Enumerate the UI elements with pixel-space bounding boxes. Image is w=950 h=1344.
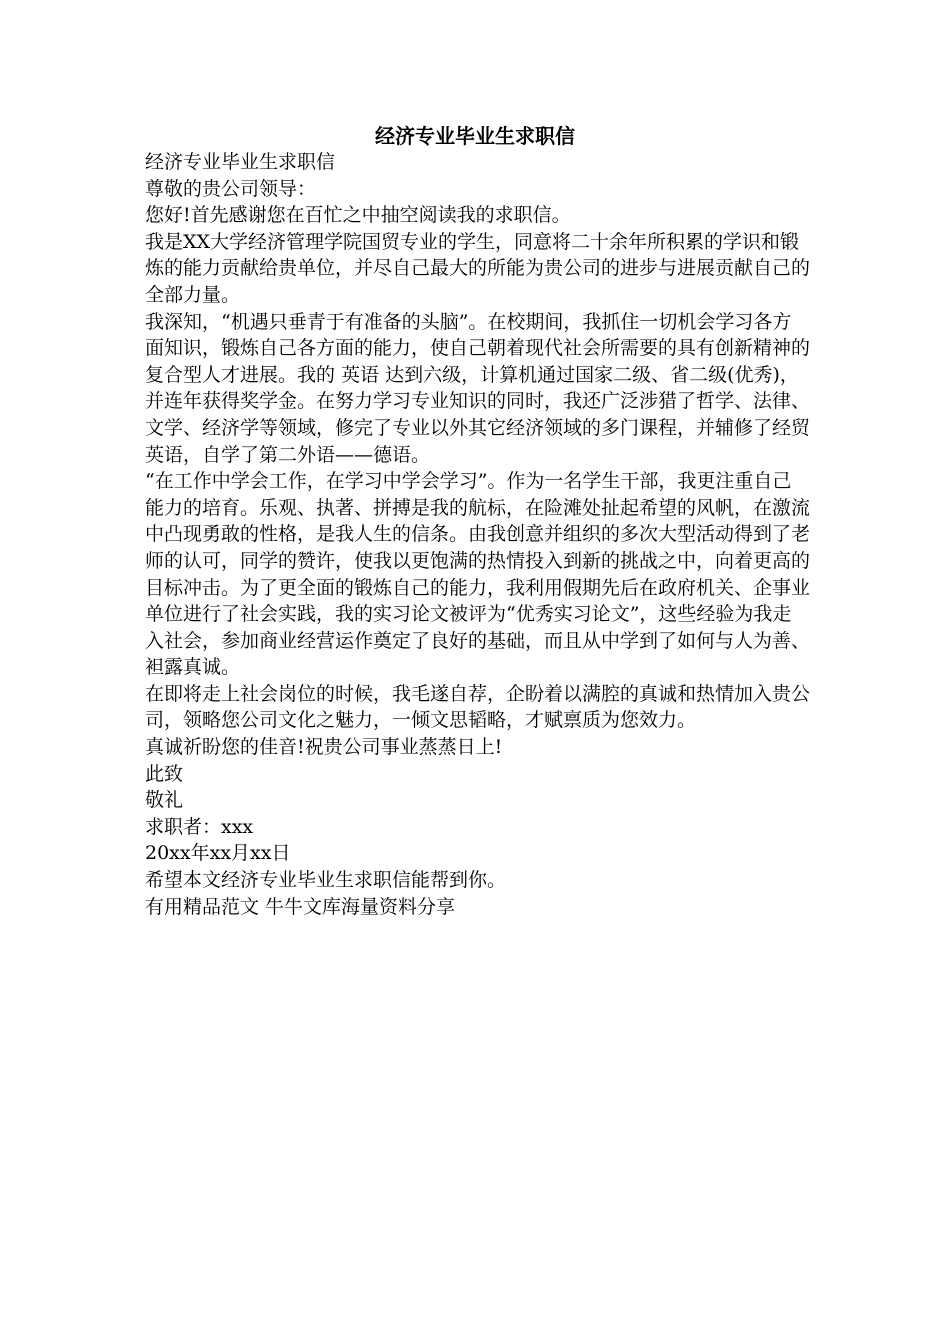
paragraph-greeting: 您好!首先感谢您在百忙之中抽空阅读我的求职信。 — [145, 204, 571, 227]
paragraph-salutation: 尊敬的贵公司领导： — [145, 177, 317, 200]
paragraph-footer-note: 希望本文经济专业毕业生求职信能帮到你。 — [145, 869, 507, 892]
paragraph-intro: 我是XX大学经济管理学院国贸专业的学生，同意将二十余年所积累的学识和锻炼的能力贡献给贵单位，并尽自己最大的所能为贵公司的进步与进展贡献自己的全部力量。 — [145, 230, 811, 306]
paragraph-jingli: 敬礼 — [145, 789, 184, 812]
paragraph-signature: 求职者：xxx — [145, 815, 254, 838]
paragraph-date: 20xx年xx月xx日 — [145, 842, 291, 865]
paragraph-cizhi: 此致 — [145, 762, 184, 785]
document-body — [145, 149, 810, 920]
paragraph-education: 我深知，“机遇只垂青于有准备的头脑”。在校期间，我抓住一切机会学习各方面知识，锻炼自己各方面的能力，使自己朝着现代社会所需要的具有创新精神的复合型人才进展。我的 英语 达到六级，计算机通过国家二级、省二级(优秀)，并连年获得奖学金。在努力学习专业知识的同时，我还广泛涉猎了哲学、法律、文学、经济学等领域，修完了专业以外其它经济领域的多门课程，并辅修了经贸英语，自学了第二外语——德语。 — [145, 310, 811, 466]
paragraph-heading: 经济专业毕业生求职信 — [145, 151, 336, 173]
document-title: 经济专业毕业生求职信 — [375, 124, 575, 148]
paragraph-closing-wish: 真诚祈盼您的佳音!祝贵公司事业蒸蒸日上! — [145, 736, 503, 759]
paragraph-footer-source: 有用精品范文 牛牛文库海量资料分享 — [145, 895, 456, 918]
paragraph-application: 在即将走上社会岗位的时候，我毛遂自荐，企盼着以满腔的真诚和热情加入贵公司，领略您公司文化之魅力，一倾文思韬略，才赋禀质为您效力。 — [145, 682, 811, 732]
paragraph-experience: “在工作中学会工作，在学习中学会学习”。作为一名学生干部，我更注重自己能力的培育。乐观、执著、拼搏是我的航标，在险滩处扯起希望的风帆，在激流中凸现勇敢的性格，是我人生的信条。由我创意并组织的多次大型活动得到了老师的认可，同学的赞许，使我以更饱满的热情投入到新的挑战之中，向着更高的目标冲击。为了更全面的锻炼自己的能力，我利用假期先后在政府机关、企事业单位进行了社会实践，我的实习论文被评为“优秀实习论文”，这些经验为我走入社会，参加商业经营运作奠定了良好的基础，而且从中学到了如何与人为善、袒露真诚。 — [145, 470, 811, 679]
